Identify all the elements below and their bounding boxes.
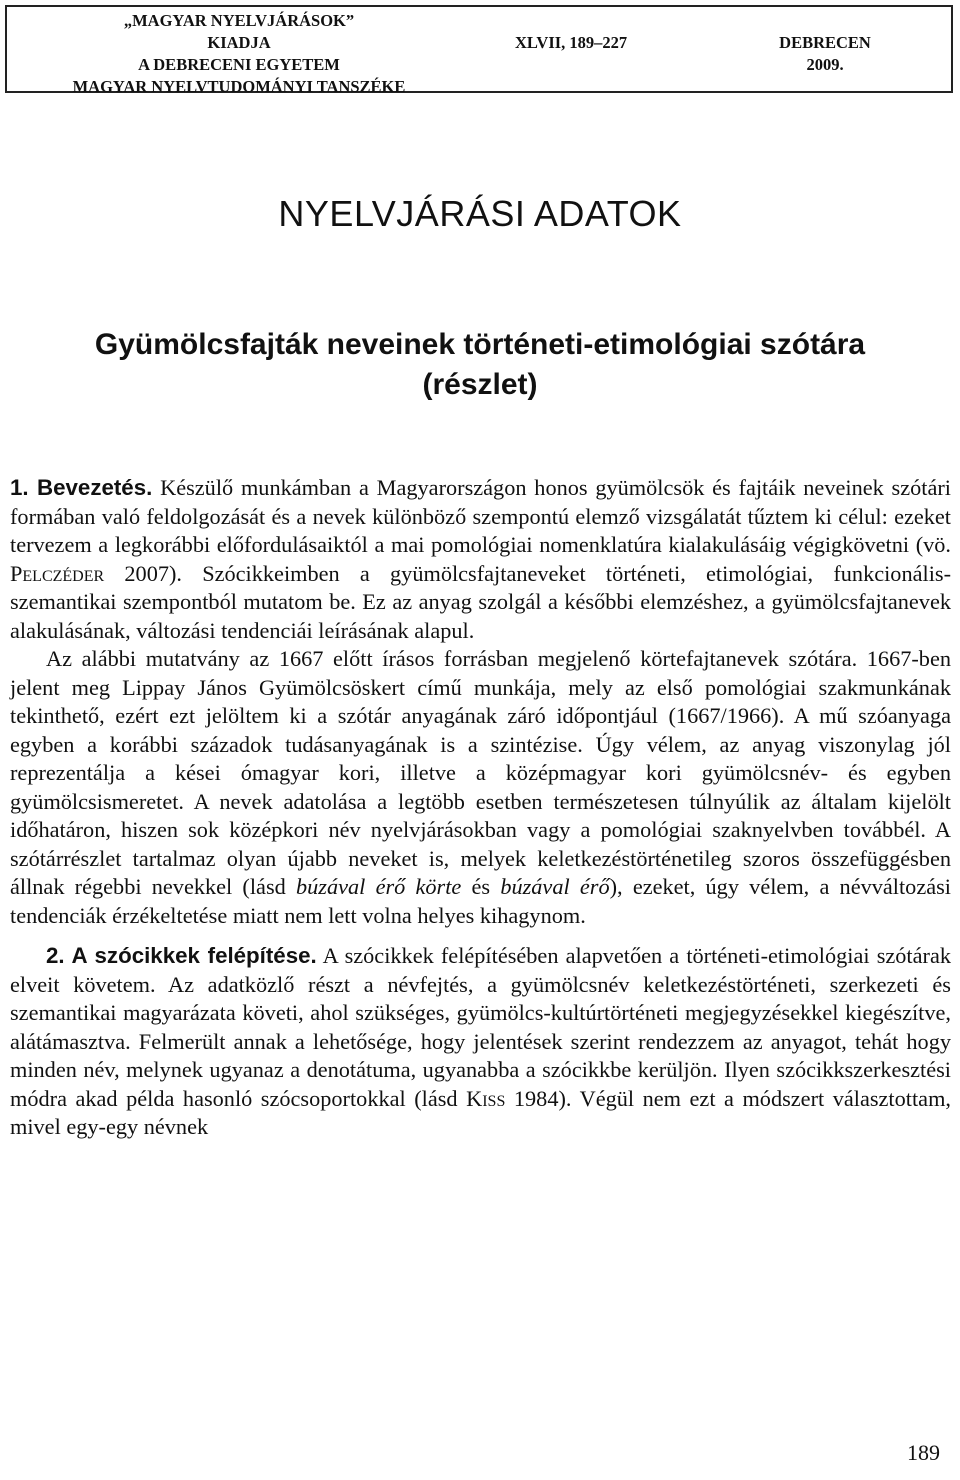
citation-author: Kiss [466,1085,506,1111]
article-title-line: Gyümölcsfajták neveinek történeti-etimológiai szótára [94,328,866,361]
paragraph-structure [10,942,951,1142]
page-number: 189 [907,1440,940,1465]
section-heading-introduction: 1. Bevezetés. [10,475,153,500]
text-run: 1984). Végül nem ezt a módszert választottam, mivel egy-egy névnek [10,1085,951,1139]
citation-author: Pelczéder [10,560,105,586]
place-year [759,32,891,76]
text-run: Az alábbi mutatvány az 1667 előtt írásos forrásban megjelenő körtefajtanevek szótára. 1667-ben jelent meg Lippay János Gyümölcsöskert című munkája, mely az első pomológiai szakmunkának tekinthető, ezért ezt jelöltem ki a szótár anyagának záró időpontjául (1667/1966). A mű szóanyaga egyben a korábbi századok tudásanyagának is a szintézise. Úgy vélem, az anyag viszonylag jól reprezentálja a kései ómagyar kori, illetve a középmagyar kori gyümölcsnév- és egyben gyümölcsismeretet. A nevek adatolása a legtöbb esetben természetesen túlnyúlik az általam kijelölt időhatáron, hiszen sok középkori név nyelvjárásokban vagy a pomológiai szaknyelvben továbbél. A szótárrészlet tartalmaz olyan újabb neveket is, melyek keletkezéstörténetileg szoros összefüggésben állnak régebbi nevekkel (lásd [10,646,951,899]
text-run: A szócikkek felépítésében alapvetően a történeti-etimológiai szótárak elveit követem. Az adatközlő részt a névfejtés, a gyümölcsnév keletkezéstörténeti, szerkezeti és szemantikai magyarázata követi, ahol szükséges, gyümölcs-kultúrtörténeti megjegyzésekkel kiegészítve, alátámasztva. Felmerült annak a lehetősége, hogy jelentések szerint rendezzem az anyagot, tehát hogy minden név, melynek ugyanaz a denotátuma, ugyanabba a szócikkbe kerüljön. Ilyen szócikkszerkesztési módra akad példa hasonló szócsoportokkal (lásd [10,943,951,1111]
text-run: 2007). Szócikkeimben a gyümölcsfajtaneveket történeti, etimológiai, funkcionális-szemantikai szempontból mutatom be. Ez az anyag szolgál a későbbi elemzéshez, a gyümölcsfajtanevek alakulásának, változási tendenciái leírásának alapul. [10,560,951,643]
publisher-line: A DEBRECENI EGYETEM [138,55,340,74]
article-title [0,325,960,405]
text-run: Készülő munkámban a Magyarországon honos gyümölcsök és fajtáik neveinek szótári formában való feldolgozását és a nevek különböző szempontú elemző vizsgálatát tűztem ki célul: ezeket tervezem a legkorábbi előfordulásaiktól a mai pomológiai nomenklatúra kialakulásáig végigkövetni (vö. [10,475,951,557]
paragraph-sample [10,645,951,930]
journal-header [5,5,953,96]
italic-term: búzával érő körte [296,874,462,899]
volume-pages: XLVII, 189–227 [515,33,628,52]
publisher-line: MAGYAR NYELVTUDOMÁNYI TANSZÉKE [72,77,406,96]
text-run: ), ezeket, úgy vélem, a névváltozási tendenciák érzékeltetése miatt nem lett volna helyes kihagynom. [10,874,951,928]
city: DEBRECEN [779,33,871,52]
italic-term: búzával érő [500,874,610,899]
article-subtitle: (részlet) [422,368,538,401]
article-body [10,474,951,1142]
publisher-line: KIADJA [207,33,271,52]
publisher-line: „MAGYAR NYELVJÁRÁSOK” [123,11,355,30]
year: 2009. [806,55,844,74]
section-heading-structure: 2. A szócikkek felépítése. [46,943,317,968]
text-run: és [461,874,501,899]
publisher-block [59,10,419,98]
section-title: NYELVJÁRÁSI ADATOK [278,193,682,234]
paragraph-introduction [10,474,951,645]
